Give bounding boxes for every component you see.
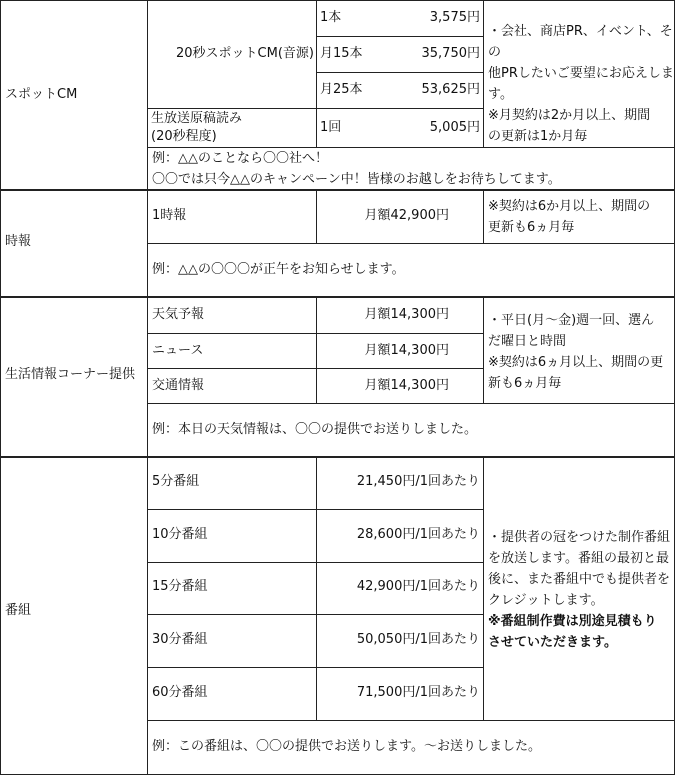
- life-note-line: だ曜日と時間: [488, 334, 567, 349]
- jiho-category-cell: [0, 190, 148, 297]
- spot-example: [152, 148, 561, 190]
- spot-subtitle-label: 20秒スポットCM(音源): [176, 46, 314, 61]
- jiho-item-cell: [147, 190, 317, 244]
- life-row-price: 月額14,300円: [364, 343, 449, 358]
- program-example-cell: [147, 720, 675, 775]
- life-row-label: 天気予報: [152, 307, 205, 322]
- spot-example-line: 例：△△のことなら〇〇社へ！: [152, 151, 328, 166]
- spot-live-label-2: (20秒程度): [151, 129, 217, 144]
- life-note-line: 新も6ヵ月毎: [488, 376, 562, 391]
- program-row-3-label: [147, 562, 317, 615]
- program-note-line: クレジットします。: [488, 593, 604, 608]
- section-divider: [0, 189, 675, 191]
- spot-row-price: 3,575円: [429, 10, 480, 25]
- spot-note-cell: [483, 0, 675, 148]
- program-note-cell: [483, 457, 675, 721]
- spot-row-price: 53,625円: [421, 82, 480, 97]
- life-row-3-label: [147, 368, 317, 404]
- program-row-1-price: [316, 457, 484, 510]
- spot-live-label-1: 生放送原稿読み: [151, 111, 243, 126]
- life-row-label: ニュース: [152, 343, 204, 358]
- program-example: 例：この番組は、〇〇の提供でお送りします。～お送りしました。: [152, 739, 541, 754]
- program-row-5-price: [316, 667, 484, 721]
- section-divider: [0, 456, 675, 458]
- program-row-2-price: [316, 509, 484, 563]
- program-row-price: 21,450円/1回あたり: [356, 474, 480, 489]
- jiho-note-line: ※契約は6か月以上、期間の: [488, 199, 651, 214]
- spot-row-label: 1本: [320, 10, 342, 25]
- jiho-category-label: 時報: [5, 234, 32, 249]
- spot-note-line: ※月契約は2か月以上、期間: [488, 108, 651, 123]
- program-note-line: を放送します。番組の最初と最: [488, 551, 669, 566]
- life-note-cell: [483, 297, 675, 404]
- program-row-price: 50,050円/1回あたり: [356, 632, 480, 647]
- spot-live-price-cell: [316, 108, 484, 148]
- spot-row-label: 月25本: [320, 82, 363, 97]
- program-row-label: 60分番組: [152, 685, 208, 700]
- spot-live-count: 1回: [320, 120, 342, 135]
- life-row-label: 交通情報: [152, 378, 205, 393]
- life-note-line: ・平日(月～金)週一回、選ん: [488, 313, 655, 328]
- spot-row-2: [316, 36, 484, 73]
- program-category-cell: [0, 457, 148, 775]
- program-note-bold-line: させていただきます。: [488, 635, 617, 650]
- life-row-price: 月額14,300円: [364, 307, 449, 322]
- spot-example-cell: [147, 147, 675, 190]
- spot-category-label: スポットCM: [5, 87, 78, 102]
- program-row-label: 30分番組: [152, 632, 208, 647]
- program-note: [488, 527, 670, 653]
- program-row-4-price: [316, 614, 484, 668]
- program-row-1-label: [147, 457, 317, 510]
- spot-note-line: す。: [488, 87, 513, 102]
- spot-live-label-cell: [147, 108, 317, 148]
- spot-row-price: 35,750円: [421, 46, 480, 61]
- program-row-label: 5分番組: [152, 474, 200, 489]
- program-row-5-label: [147, 667, 317, 721]
- program-note-bold-line: ※番組制作費は別途見積もり: [488, 614, 657, 629]
- spot-row-3: [316, 72, 484, 109]
- program-row-4-label: [147, 614, 317, 668]
- jiho-item-label: 1時報: [152, 208, 187, 223]
- program-row-label: 15分番組: [152, 579, 208, 594]
- spot-example-line: 〇〇では只今△△のキャンペーン中！皆様のお越しをお待ちしてます。: [152, 172, 561, 187]
- program-row-label: 10分番組: [152, 527, 208, 542]
- spot-note-line: 他PRしたいご要望にお応えしま: [488, 66, 674, 81]
- program-note-line: 後に、また番組中でも提供者を: [488, 572, 671, 587]
- spot-note: [488, 21, 674, 147]
- jiho-example-cell: [147, 243, 675, 297]
- jiho-example: 例：△△の〇〇〇が正午をお知らせします。: [152, 262, 405, 277]
- life-row-price: 月額14,300円: [364, 378, 449, 393]
- section-divider: [0, 296, 675, 298]
- jiho-price: 月額42,900円: [364, 208, 449, 223]
- life-row-2-price: [316, 333, 484, 369]
- spot-note-line: の更新は1か月毎: [488, 129, 588, 144]
- life-example-cell: [147, 403, 675, 457]
- program-row-price: 28,600円/1回あたり: [356, 527, 480, 542]
- program-row-3-price: [316, 562, 484, 615]
- life-row-2-label: [147, 333, 317, 369]
- life-note: [488, 310, 663, 394]
- life-category-cell: [0, 297, 148, 457]
- life-note-line: ※契約は6ヵ月以上、期間の更: [488, 355, 664, 370]
- spot-row-1: [316, 0, 484, 37]
- program-row-price: 42,900円/1回あたり: [356, 579, 480, 594]
- life-row-1-label: [147, 297, 317, 334]
- jiho-price-cell: [316, 190, 484, 244]
- spot-subtitle-cell: [147, 0, 317, 109]
- spot-category-cell: [0, 0, 148, 190]
- spot-live-price: 5,005円: [429, 120, 480, 135]
- jiho-note: [488, 196, 650, 238]
- life-row-1-price: [316, 297, 484, 334]
- program-category-label: 番組: [5, 603, 32, 618]
- life-example: 例：本日の天気情報は、〇〇の提供でお送りしました。: [152, 422, 478, 437]
- program-row-price: 71,500円/1回あたり: [356, 685, 480, 700]
- spot-note-line: ・会社、商店PR、イベント、その: [488, 24, 673, 60]
- life-category-label: 生活情報コーナー提供: [5, 367, 136, 382]
- jiho-note-cell: [483, 190, 675, 244]
- program-row-2-label: [147, 509, 317, 563]
- jiho-note-line: 更新も6ヵ月毎: [488, 220, 575, 235]
- program-note-line: ・提供者の冠をつけた制作番組: [488, 530, 671, 545]
- spot-row-label: 月15本: [320, 46, 363, 61]
- life-row-3-price: [316, 368, 484, 404]
